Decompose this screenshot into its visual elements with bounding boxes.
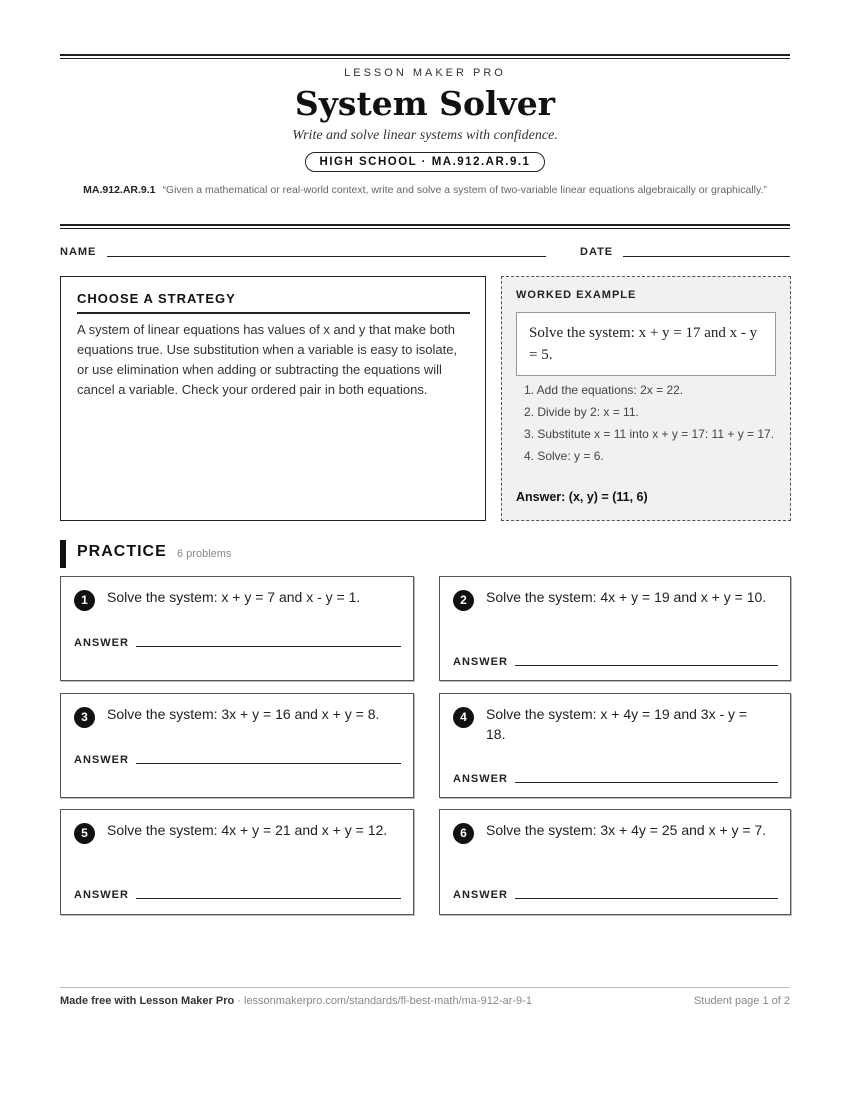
answer-label: ANSWER (453, 773, 508, 785)
strategy-heading: CHOOSE A STRATEGY (77, 291, 236, 306)
page-title: System Solver (294, 84, 556, 123)
problem-text: Solve the system: x + y = 7 and x - y = 1. (107, 589, 361, 605)
problem-number: 4 (453, 707, 474, 728)
practice-accent-bar (60, 540, 66, 568)
footer-made-with: Made free with Lesson Maker Pro (60, 995, 235, 1007)
answer-label: ANSWER (74, 754, 129, 766)
answer-label: ANSWER (453, 656, 508, 668)
answer-label: ANSWER (74, 889, 129, 901)
answer-field[interactable] (136, 898, 401, 899)
answer-field[interactable] (136, 763, 401, 764)
answer-field[interactable] (515, 665, 778, 666)
problem-number: 3 (74, 707, 95, 728)
problem-number: 1 (74, 590, 95, 611)
worked-example-problem: Solve the system: x + y = 17 and x - y = 5. (516, 312, 776, 376)
problem-card (439, 693, 791, 798)
footer-credit (60, 995, 532, 1007)
footer-url[interactable]: · lessonmakerpro.com/standards/fl-best-math/ma-912-ar-9-1 (237, 995, 532, 1007)
footer-page-number: Student page 1 of 2 (693, 995, 790, 1007)
problem-number: 6 (453, 823, 474, 844)
grade-standard-pill: HIGH SCHOOL · MA.912.AR.9.1 (305, 152, 546, 172)
strategy-box (60, 276, 486, 521)
top-rule (60, 54, 790, 59)
page-subtitle: Write and solve linear systems with confidence. (292, 128, 558, 143)
strategy-divider (77, 312, 470, 314)
footer-rule (60, 987, 790, 988)
brand-label: LESSON MAKER PRO (344, 67, 506, 79)
answer-field[interactable] (515, 898, 778, 899)
worked-example-answer: Answer: (x, y) = (11, 6) (516, 490, 648, 504)
practice-count: 6 problems (177, 548, 232, 560)
name-label: NAME (60, 246, 97, 258)
date-field[interactable] (623, 256, 790, 257)
answer-label: ANSWER (453, 889, 508, 901)
worked-example-steps (516, 380, 778, 468)
answer-field[interactable] (515, 782, 778, 783)
problem-number: 2 (453, 590, 474, 611)
worked-step: 3. Substitute x = 11 into x + y = 17: 11 + y = 17. (524, 427, 775, 441)
problem-card (60, 576, 414, 681)
strategy-body: A system of linear equations has values of x and y that make both equations true. Use substitution when a variable is easy to isolate, or use elimination when adding or subtracting the equations will cancel a variable. Check your ordered pair in both equations. (77, 322, 458, 397)
standard-code: MA.912.AR.9.1 (83, 184, 156, 196)
problem-text: Solve the system: 3x + y = 16 and x + y = 8. (107, 706, 380, 722)
date-label: DATE (580, 246, 614, 258)
standard-text: “Given a mathematical or real-world context, write and solve a system of two-variable linear equations algebraically or graphically.” (162, 184, 767, 196)
name-field[interactable] (107, 256, 546, 257)
problem-number: 5 (74, 823, 95, 844)
answer-label: ANSWER (74, 637, 129, 649)
header-bottom-rule (60, 224, 790, 229)
problem-text: Solve the system: 3x + 4y = 25 and x + y = 7. (486, 822, 767, 838)
practice-heading: PRACTICE (77, 543, 167, 560)
worked-step: 1. Add the equations: 2x = 22. (524, 383, 684, 397)
problem-text: Solve the system: 4x + y = 19 and x + y = 10. (486, 589, 767, 605)
problem-card (60, 693, 414, 798)
worked-example-heading: WORKED EXAMPLE (516, 289, 637, 301)
problem-text: Solve the system: 4x + y = 21 and x + y = 12. (107, 822, 388, 838)
problem-card (439, 576, 791, 681)
problem-text: Solve the system: x + 4y = 19 and 3x - y = 18. (486, 706, 748, 742)
problem-card (439, 809, 791, 915)
worked-step: 2. Divide by 2: x = 11. (524, 405, 639, 419)
problem-card (60, 809, 414, 915)
worked-step: 4. Solve: y = 6. (524, 449, 604, 463)
worked-example-box (501, 276, 791, 521)
standard-description (80, 182, 770, 198)
answer-field[interactable] (136, 646, 401, 647)
